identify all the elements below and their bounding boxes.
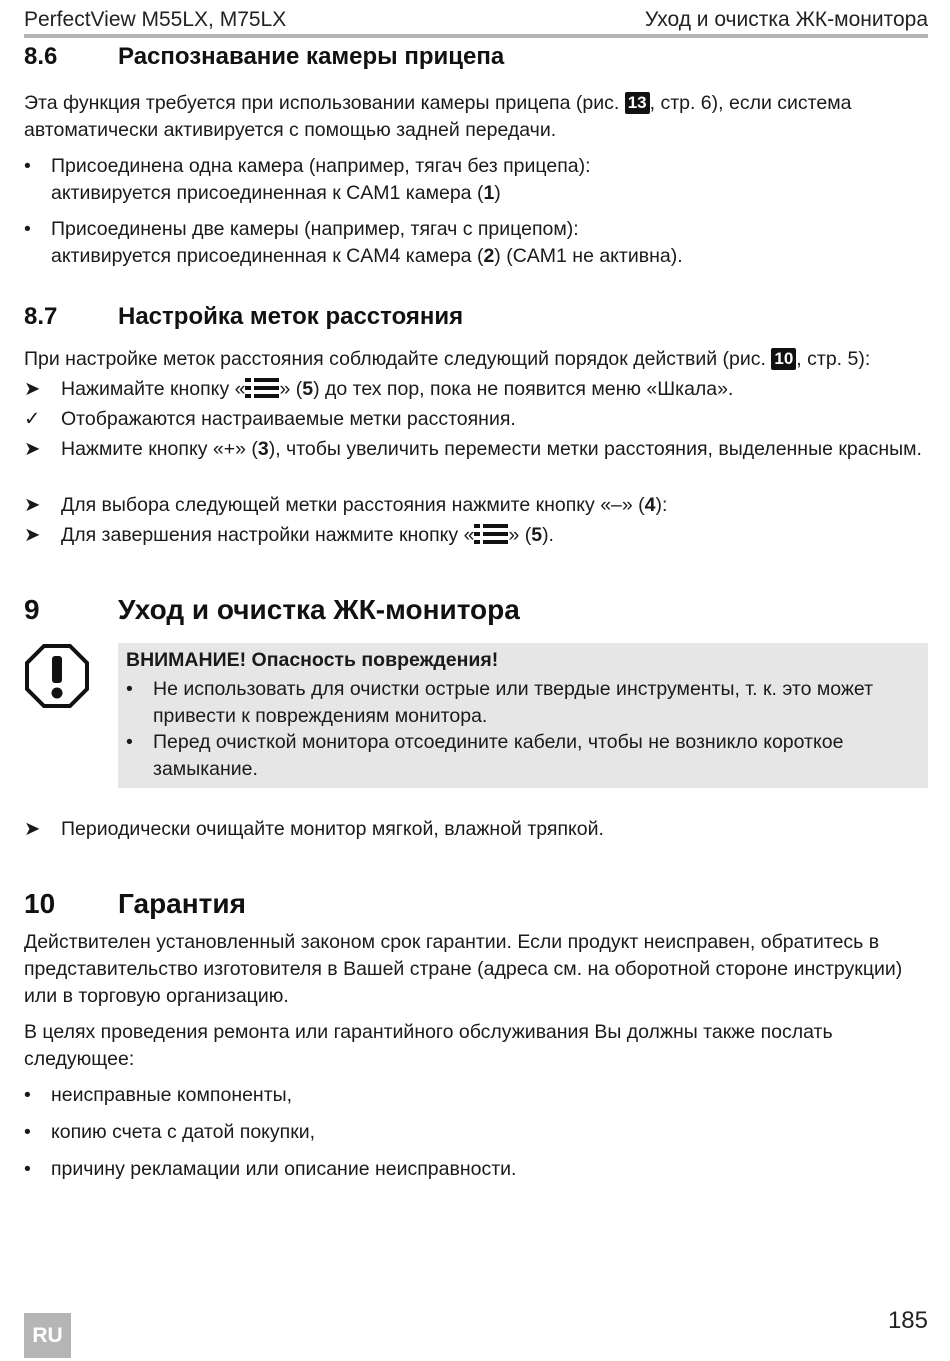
arrow-icon: ➤ [24,494,41,516]
warning-octagon-icon [24,643,90,709]
warning-title: ВНИМАНИЕ! Опасность повреждения! [126,649,499,671]
warning-box: ВНИМАНИЕ! Опасность повреждения! • Не использовать для очистки острые или твердые инструменты, т. к. это может привести к повреждениям монитора. • Перед очисткой монитора отсоедините кабели, чтобы не возникло короткое замыкание. [118,643,928,788]
header-chapter: Уход и очистка ЖК-монитора [644,8,928,31]
menu-icon [474,524,508,544]
bullet-icon: • [24,1121,31,1143]
bullet-icon: • [126,678,133,700]
bullet-icon: • [126,731,133,753]
header-model: PerfectView M55LX, M75LX [24,8,287,31]
paragraph-8-7-intro: При настройке меток расстояния соблюдайте следующий порядок действий (рис. 10 , стр. 5): [24,348,871,370]
heading-9 [24,594,520,626]
heading-number: 8.6 [24,43,58,70]
heading-8-6 [24,43,504,71]
heading-number: 8.7 [24,303,58,330]
arrow-icon: ➤ [24,378,41,400]
page-header [24,6,928,38]
heading-number: 10 [24,888,56,919]
heading-title: Уход и очистка ЖК-монитора [118,594,520,625]
heading-number: 9 [24,594,40,625]
heading-8-7 [24,303,463,331]
paragraph-warranty-1: Действителен установленный законом срок гарантии. Если продукт неисправен, обратитесь в представительство изготовителя в Вашей стране (адреса см. на оборотной стороне инструкции) или в торговую организацию. [24,931,903,1007]
figure-ref-13: 13 [625,92,650,114]
paragraph-warranty-2: В целях проведения ремонта или гарантийного обслуживания Вы должны также послать следующее: [24,1021,833,1070]
heading-title: Гарантия [118,888,246,919]
check-icon: ✓ [24,408,41,430]
heading-10 [24,888,246,920]
heading-title: Настройка меток расстояния [118,303,464,330]
bullet-icon: • [24,218,31,240]
arrow-icon: ➤ [24,818,41,840]
bullet-icon: • [24,155,31,177]
figure-ref-10: 10 [771,348,796,370]
menu-icon [245,378,279,398]
heading-title: Распознавание камеры прицепа [118,43,505,70]
arrow-icon: ➤ [24,524,41,546]
language-badge: RU [24,1313,71,1358]
bullet-icon: • [24,1084,31,1106]
paragraph-8-6-intro: Эта функция требуется при использовании камеры прицепа (рис. 13 , стр. 6), если система автоматически активируется с помощью задней передачи. [24,92,852,141]
bullet-icon: • [24,1158,31,1180]
page-number: 185 [887,1307,928,1334]
arrow-icon: ➤ [24,438,41,460]
